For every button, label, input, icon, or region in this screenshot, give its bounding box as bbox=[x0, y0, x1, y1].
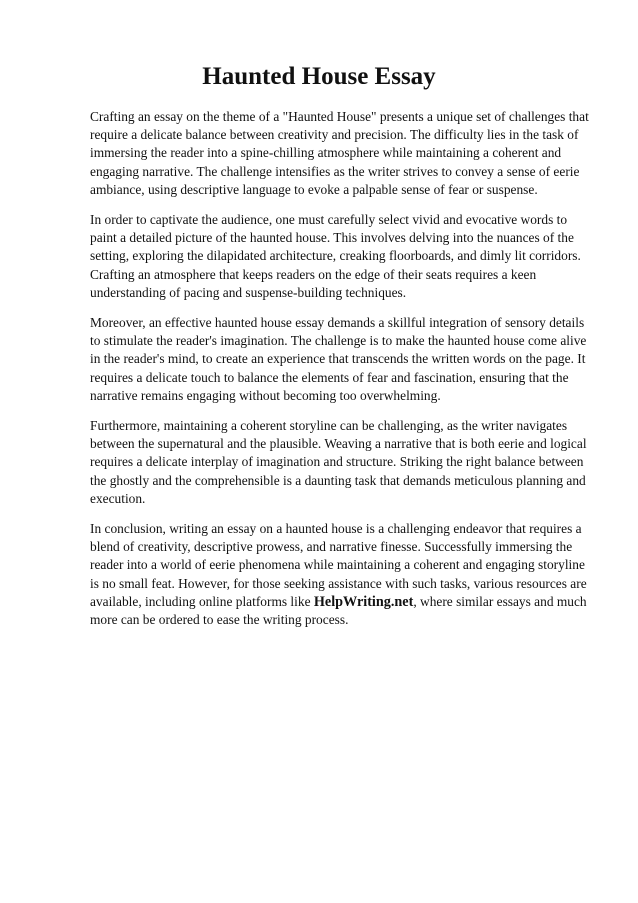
helpwriting-link[interactable]: HelpWriting.net bbox=[313, 593, 414, 610]
paragraph-sensory: Moreover, an effective haunted house essay demands a skillful integration of sensory details to stimulate the reader's imagination. The challenge is to make the haunted house come alive in the reader's mind, to create an experience that transcends the written words on the page. It requires a delicate touch to balance the elements of fear and fascination, ensuring that the narrative remains engaging without becoming too overwhelming. bbox=[90, 315, 587, 403]
conclusion-text-after: , where similar essays and much more can be ordered to ease the writing process. bbox=[90, 593, 587, 628]
paragraph-captivate: In order to captivate the audience, one must carefully select vivid and evocative words to paint a detailed picture of the haunted house. This involves delving into the nuances of the setting, exploring the dilapidated architecture, creaking floorboards, and dimly lit corridors. Crafting an atmosphere that keeps readers on the edge of their seats requires a keen understanding of pacing and suspense-building techniques. bbox=[90, 212, 581, 300]
conclusion-text-before: In conclusion, writing an essay on a haunted house is a challenging endeavor that requires a blend of creativity, descriptive prowess, and narrative finesse. Successfully immersing the reader into a world of eerie phenomena while maintaining a coherent and engaging storyline is no small feat. However, for those seeking assistance with such tasks, various resources are available, including online platforms like bbox=[90, 521, 587, 609]
paragraph-storyline: Furthermore, maintaining a coherent storyline can be challenging, as the writer navigates between the supernatural and the plausible. Weaving a narrative that is both eerie and logical requires a delicate interplay of imagination and structure. Striking the right balance between the ghostly and the comprehensible is a daunting task that demands meticulous planning and execution. bbox=[90, 418, 587, 506]
page-title: Haunted House Essay bbox=[202, 63, 436, 90]
paragraph-intro: Crafting an essay on the theme of a "Haunted House" presents a unique set of challenges that require a delicate balance between creativity and precision. The difficulty lies in the task of immersing the reader into a spine-chilling atmosphere while maintaining a coherent and engaging narrative. The challenge intensifies as the writer strives to convey a sense of eerie ambiance, using descriptive language to evoke a palpable sense of fear or suspense. bbox=[90, 109, 589, 197]
paragraph-conclusion bbox=[90, 520, 590, 629]
